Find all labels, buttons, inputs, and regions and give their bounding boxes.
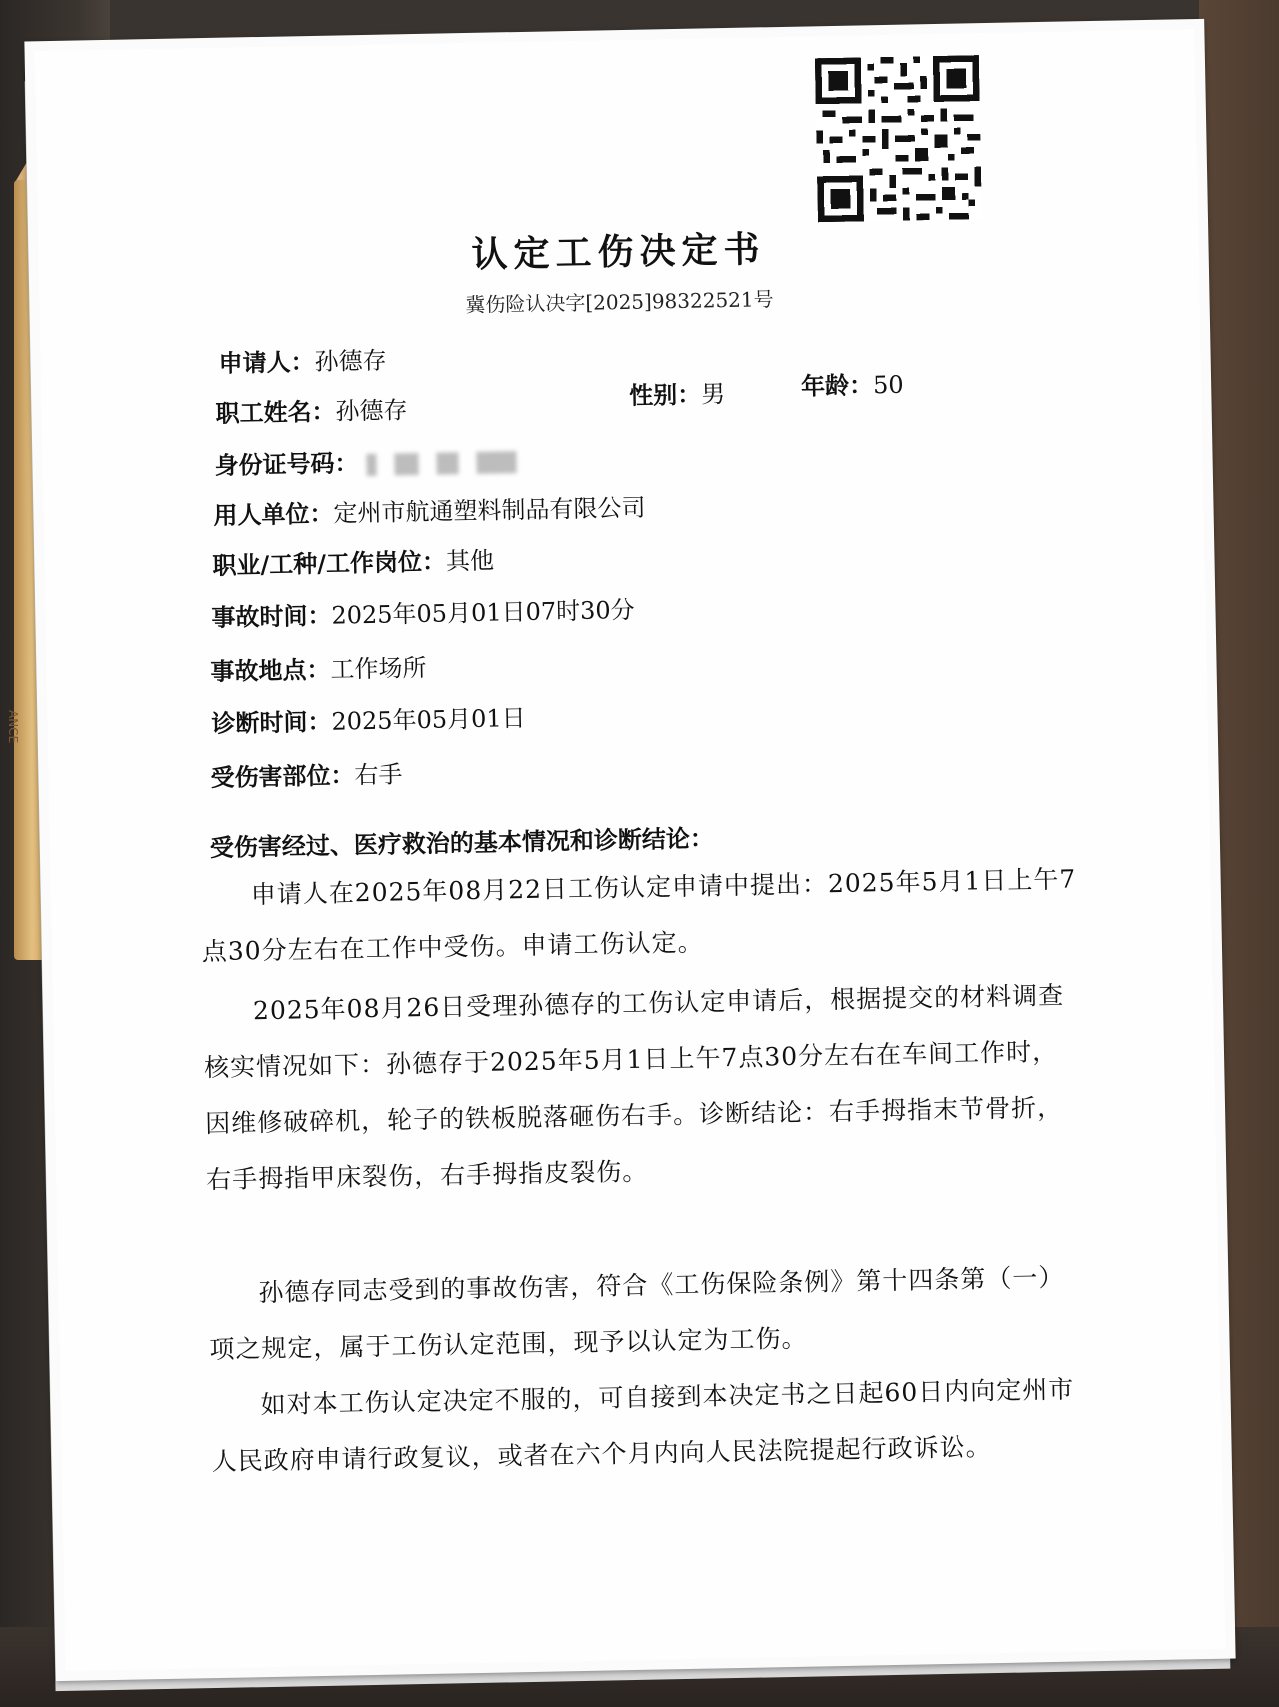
field-accident-place bbox=[210, 648, 427, 687]
pencil-label: ANCE bbox=[6, 710, 20, 744]
redacted-id-block bbox=[394, 452, 418, 474]
employee-name-label: 职工姓名： bbox=[215, 396, 336, 428]
redacted-id-block bbox=[476, 451, 516, 474]
section-heading: 受伤害经过、医疗救治的基本情况和诊断结论： bbox=[209, 823, 715, 863]
accident-place-label: 事故地点： bbox=[210, 654, 331, 687]
field-employee-name bbox=[215, 390, 408, 429]
field-gender bbox=[629, 374, 726, 411]
injury-part-label: 受伤害部位： bbox=[210, 760, 355, 793]
age-value: 50 bbox=[872, 370, 904, 400]
gender-value: 男 bbox=[701, 380, 726, 409]
accident-time-value: 2025年05月01日07时30分 bbox=[331, 595, 635, 630]
employer-value: 定州市航通塑料制品有限公司 bbox=[333, 493, 646, 528]
job-value: 其他 bbox=[445, 546, 495, 576]
qr-code bbox=[815, 55, 982, 222]
field-injury-part bbox=[210, 754, 403, 793]
employee-name-value: 孙德存 bbox=[335, 396, 408, 426]
field-id-number bbox=[214, 440, 534, 481]
redacted-id-block bbox=[366, 453, 376, 475]
paragraph-investigation: 2025年08月26日受理孙德存的工伤认定申请后，根据提交的材料调查核实情况如下：孙德存于2025年5月1日上午7点30分左右在车间工作时，因维修破碎机，轮子的铁板脱落砸伤右手。诊断结论：右手拇指末节骨折，右手拇指甲床裂伤，右手拇指皮裂伤。 bbox=[203, 980, 1065, 1195]
field-applicant bbox=[218, 341, 387, 379]
field-accident-time bbox=[211, 590, 635, 633]
gender-label: 性别： bbox=[628, 379, 702, 410]
job-label: 职业/工种/工作岗位： bbox=[212, 546, 447, 580]
applicant-value: 孙德存 bbox=[314, 346, 387, 376]
field-employer bbox=[213, 488, 646, 531]
age-label: 年龄： bbox=[800, 370, 874, 401]
diagnosis-time-label: 诊断时间： bbox=[211, 706, 332, 739]
document-number: 冀伤险认决字[2025]98322521号 bbox=[465, 287, 774, 318]
applicant-label: 申请人： bbox=[218, 346, 315, 378]
decision-document bbox=[24, 19, 1235, 1681]
paragraph-application: 申请人在2025年08月22日工伤认定申请中提出：2025年5月1日上午7点30分左右在工作中受伤。申请工伤认定。 bbox=[201, 864, 1077, 967]
paragraph-conclusion: 孙德存同志受到的事故伤害，符合《工伤保险条例》第十四条第（一）项之规定，属于工伤认定范围，现予以认定为工伤。 bbox=[209, 1262, 1065, 1365]
diagnosis-time-value: 2025年05月01日 bbox=[331, 703, 526, 736]
accident-time-label: 事故时间： bbox=[211, 600, 332, 632]
field-age bbox=[801, 365, 904, 402]
paragraph-appeal: 如对本工伤认定决定不服的，可自接到本决定书之日起60日内向定州市人民政府申请行政复议，或者在六个月内向人民法院提起行政诉讼。 bbox=[211, 1374, 1075, 1477]
employer-label: 用人单位： bbox=[213, 498, 334, 530]
id-number-label: 身份证号码： bbox=[214, 448, 359, 480]
redacted-id-block bbox=[436, 452, 458, 474]
accident-place-value: 工作场所 bbox=[330, 653, 427, 684]
document-page bbox=[35, 29, 1226, 1671]
field-diagnosis-time bbox=[211, 698, 526, 739]
document-title: 认定工伤决定书 bbox=[471, 228, 766, 276]
field-job bbox=[212, 541, 494, 581]
injury-part-value: 右手 bbox=[354, 760, 403, 790]
